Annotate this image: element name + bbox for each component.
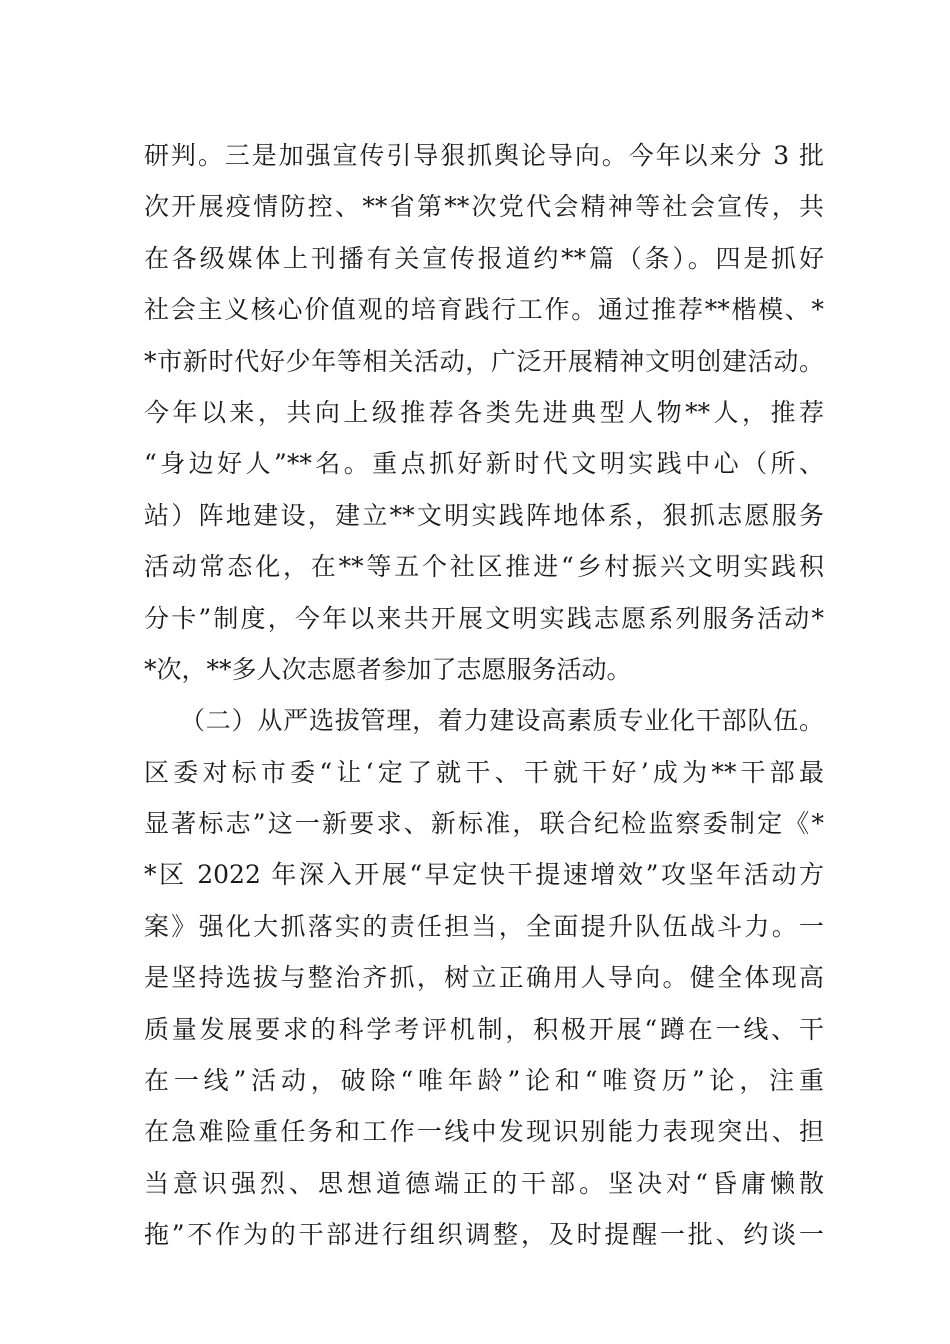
text-line: 研判。三是加强宣传引导狠抓舆论导向。今年以来分 3 批 [144,141,824,170]
text-line: 在急难险重任务和工作一线中发现识别能力表现突出、担 [144,1117,824,1147]
text-line: *区 2022 年深入开展“早定快干提速增效”攻坚年活动方 [144,860,824,890]
text-line: 案》强化大抓落实的责任担当，全面提升队伍战斗力。一 [144,911,824,941]
text-line: 拖”不作为的干部进行组织调整，及时提醒一批、约谈一 [144,1220,824,1250]
text-line: 社会主义核心价值观的培育践行工作。通过推荐**楷模、* [144,295,824,325]
text-line: 次开展疫情防控、**省第**次党代会精神等社会宣传，共 [144,192,824,222]
body-text [144,130,824,1261]
text-line: 活动常态化，在**等五个社区推进“乡村振兴文明实践积 [144,552,824,582]
text-line: *次，**多人次志愿者参加了志愿服务活动。 [144,654,632,684]
text-line: *市新时代好少年等相关活动，广泛开展精神文明创建活动。 [144,346,824,376]
text-line: 今年以来，共向上级推荐各类先进典型人物**人，推荐 [144,397,824,427]
text-line: 分卡”制度，今年以来共开展文明实践志愿系列服务活动* [144,603,824,633]
text-line: 站）阵地建设，建立**文明实践阵地体系，狠抓志愿服务 [144,500,824,530]
text-line: “身边好人”**名。重点抓好新时代文明实践中心（所、 [144,449,824,479]
text-line: 在各级媒体上刊播有关宣传报道约**篇（条）。四是抓好 [144,243,824,273]
text-line: 区委对标市委“让‘定了就干、干就干好’成为**干部最 [144,757,824,787]
text-line: 显著标志”这一新要求、新标准，联合纪检监察委制定《* [144,809,824,839]
text-line: 质量发展要求的科学考评机制，积极开展“蹲在一线、干 [144,1014,824,1044]
text-line: 当意识强烈、思想道德端正的干部。坚决对“昏庸懒散 [144,1168,824,1198]
text-line: 是坚持选拔与整治齐抓，树立正确用人导向。健全体现高 [144,963,824,993]
section-heading-line: （二）从严选拔管理，着力建设高素质专业化干部队伍。 [180,706,824,736]
text-line: 在一线”活动，破除“唯年龄”论和“唯资历”论，注重 [144,1066,824,1096]
